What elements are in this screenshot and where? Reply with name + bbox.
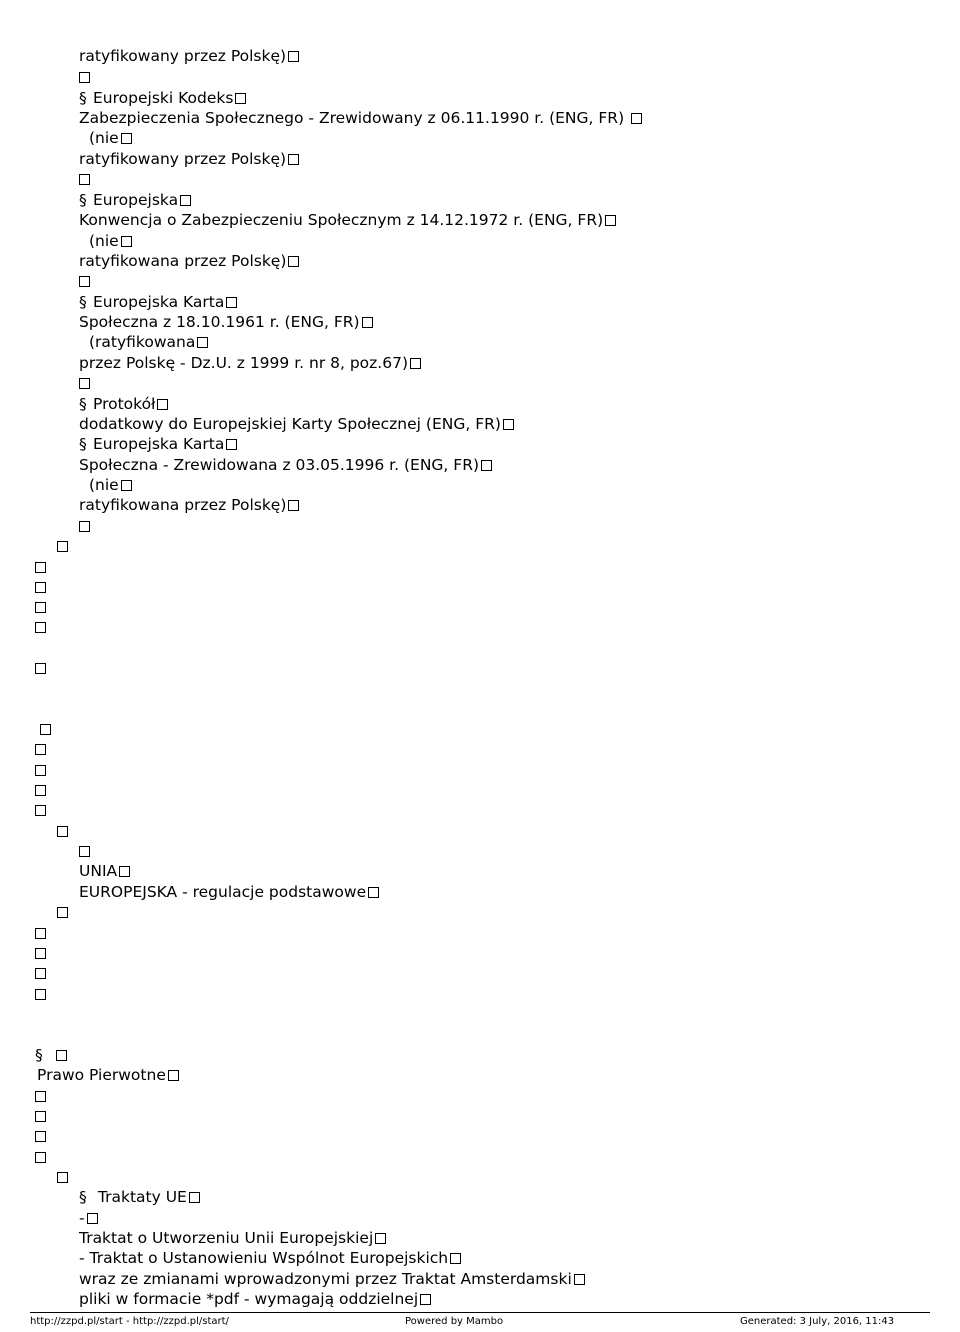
missing-glyph-box-icon <box>288 154 299 165</box>
line-text: Europejski Kodeks <box>93 89 234 107</box>
missing-glyph-box-icon <box>79 378 90 389</box>
line-text: pliki w formacie *pdf - wymagają oddzielnej <box>79 1290 419 1308</box>
text-line <box>35 739 46 760</box>
text-line <box>79 292 237 313</box>
text-line <box>79 495 299 516</box>
missing-glyph-box-icon <box>121 133 132 144</box>
footer-powered: Powered by Mambo <box>405 1316 504 1327</box>
line-text: EUROPEJSKA - regulacje podstawowe <box>79 883 367 901</box>
text-line <box>79 149 299 170</box>
text-line <box>89 332 208 353</box>
text-line <box>79 169 90 190</box>
missing-glyph-box-icon <box>35 765 46 776</box>
line-text: ratyfikowany przez Polskę) <box>79 150 287 168</box>
missing-glyph-box-icon <box>121 480 132 491</box>
missing-glyph-box-icon <box>631 113 642 124</box>
line-text: (nie <box>89 232 119 250</box>
line-text: (nie <box>89 129 119 147</box>
missing-glyph-box-icon <box>35 622 46 633</box>
section-symbol: § <box>79 1188 87 1206</box>
text-line <box>79 1187 200 1208</box>
text-line <box>79 108 642 129</box>
text-line <box>79 841 90 862</box>
text-line <box>79 1289 431 1310</box>
missing-glyph-box-icon <box>35 928 46 939</box>
missing-glyph-box-icon <box>503 419 514 430</box>
text-line <box>35 557 46 578</box>
text-line <box>79 414 514 435</box>
text-line <box>57 1167 68 1188</box>
missing-glyph-box-icon <box>119 866 130 877</box>
text-line <box>35 1147 46 1168</box>
missing-glyph-box-icon <box>375 1233 386 1244</box>
line-text: (nie <box>89 476 119 494</box>
missing-glyph-box-icon <box>420 1294 431 1305</box>
missing-glyph-box-icon <box>574 1274 585 1285</box>
text-line <box>89 475 132 496</box>
text-line <box>35 963 46 984</box>
text-line <box>79 1208 98 1229</box>
missing-glyph-box-icon <box>35 1111 46 1122</box>
text-line <box>79 882 379 903</box>
line-text: Europejska Karta <box>93 435 225 453</box>
line-text: wraz ze zmianami wprowadzonymi przez Traktat Amsterdamski <box>79 1270 572 1288</box>
line-text: Społeczna z 18.10.1961 r. (ENG, FR) <box>79 313 360 331</box>
text-line <box>89 128 132 149</box>
missing-glyph-box-icon <box>288 256 299 267</box>
text-line <box>79 210 616 231</box>
missing-glyph-box-icon <box>197 337 208 348</box>
missing-glyph-box-icon <box>79 72 90 83</box>
missing-glyph-box-icon <box>79 521 90 532</box>
text-line <box>35 984 46 1005</box>
section-symbol: § <box>79 435 87 453</box>
missing-glyph-box-icon <box>226 439 237 450</box>
line-text: - <box>79 1209 85 1227</box>
missing-glyph-box-icon <box>56 1050 67 1061</box>
missing-glyph-box-icon <box>35 1152 46 1163</box>
missing-glyph-box-icon <box>35 1091 46 1102</box>
missing-glyph-box-icon <box>79 174 90 185</box>
section-symbol: § <box>79 395 87 413</box>
missing-glyph-box-icon <box>368 887 379 898</box>
missing-glyph-box-icon <box>35 562 46 573</box>
missing-glyph-box-icon <box>57 907 68 918</box>
line-text: Traktaty UE <box>93 1188 187 1206</box>
missing-glyph-box-icon <box>57 541 68 552</box>
text-line <box>35 780 46 801</box>
text-line <box>79 67 90 88</box>
missing-glyph-box-icon <box>35 582 46 593</box>
text-line <box>35 658 46 679</box>
line-text: Społeczna - Zrewidowana z 03.05.1996 r. (ENG, FR) <box>79 456 480 474</box>
line-text: Europejska <box>93 191 179 209</box>
missing-glyph-box-icon <box>35 663 46 674</box>
line-text: ratyfikowana przez Polskę) <box>79 496 287 514</box>
text-line <box>79 190 191 211</box>
text-line <box>35 1106 46 1127</box>
text-line <box>79 353 421 374</box>
missing-glyph-box-icon <box>288 51 299 62</box>
line-text <box>49 1046 54 1064</box>
line-text: Protokół <box>93 395 156 413</box>
text-line <box>57 821 68 842</box>
text-line <box>79 861 130 882</box>
text-line <box>57 536 68 557</box>
text-line <box>79 394 168 415</box>
text-line <box>35 1086 46 1107</box>
missing-glyph-box-icon <box>57 826 68 837</box>
missing-glyph-box-icon <box>35 602 46 613</box>
line-text: (ratyfikowana <box>89 333 196 351</box>
text-line <box>35 943 46 964</box>
text-line <box>79 516 90 537</box>
missing-glyph-box-icon <box>79 846 90 857</box>
line-text: UNIA <box>79 862 118 880</box>
missing-glyph-box-icon <box>410 358 421 369</box>
line-text: Konwencja o Zabezpieczeniu Społecznym z 14.12.1972 r. (ENG, FR) <box>79 211 604 229</box>
missing-glyph-box-icon <box>87 1213 98 1224</box>
text-line <box>35 923 46 944</box>
missing-glyph-box-icon <box>35 785 46 796</box>
missing-glyph-box-icon <box>35 1131 46 1142</box>
missing-glyph-box-icon <box>235 93 246 104</box>
text-line <box>35 800 46 821</box>
line-text: Europejska Karta <box>93 293 225 311</box>
missing-glyph-box-icon <box>121 236 132 247</box>
footer-generated: Generated: 3 July, 2016, 11:43 <box>740 1316 895 1327</box>
text-line <box>89 231 132 252</box>
line-text: Prawo Pierwotne <box>37 1066 166 1084</box>
missing-glyph-box-icon <box>57 1172 68 1183</box>
text-line <box>57 902 68 923</box>
line-text: dodatkowy do Europejskiej Karty Społecznej (ENG, FR) <box>79 415 501 433</box>
section-symbol: § <box>79 191 87 209</box>
text-line <box>79 251 299 272</box>
text-line <box>79 271 90 292</box>
text-line <box>35 617 46 638</box>
text-line <box>79 373 90 394</box>
text-line <box>79 312 373 333</box>
text-line <box>79 1269 585 1290</box>
line-text: - Traktat o Ustanowieniu Wspólnot Europejskich <box>79 1249 449 1267</box>
text-line <box>35 577 46 598</box>
missing-glyph-box-icon <box>35 968 46 979</box>
text-line <box>35 1045 67 1066</box>
text-line <box>79 1248 461 1269</box>
section-symbol: § <box>79 293 87 311</box>
line-text: ratyfikowana przez Polskę) <box>79 252 287 270</box>
footer-rule <box>30 1312 930 1313</box>
missing-glyph-box-icon <box>79 276 90 287</box>
section-symbol: § <box>35 1046 43 1064</box>
missing-glyph-box-icon <box>450 1253 461 1264</box>
missing-glyph-box-icon <box>35 805 46 816</box>
missing-glyph-box-icon <box>605 215 616 226</box>
text-line <box>79 88 246 109</box>
missing-glyph-box-icon <box>40 724 51 735</box>
text-line <box>35 597 46 618</box>
section-symbol: § <box>79 89 87 107</box>
missing-glyph-box-icon <box>226 297 237 308</box>
missing-glyph-box-icon <box>35 744 46 755</box>
missing-glyph-box-icon <box>288 500 299 511</box>
missing-glyph-box-icon <box>180 195 191 206</box>
text-line <box>35 760 46 781</box>
missing-glyph-box-icon <box>168 1070 179 1081</box>
text-line <box>79 434 237 455</box>
missing-glyph-box-icon <box>362 317 373 328</box>
missing-glyph-box-icon <box>189 1192 200 1203</box>
missing-glyph-box-icon <box>481 460 492 471</box>
line-text: przez Polskę - Dz.U. z 1999 r. nr 8, poz.67) <box>79 354 408 372</box>
text-line <box>40 719 51 740</box>
text-line <box>79 455 492 476</box>
line-text: Traktat o Utworzeniu Unii Europejskiej <box>79 1229 374 1247</box>
missing-glyph-box-icon <box>35 948 46 959</box>
missing-glyph-box-icon <box>35 989 46 1000</box>
text-line <box>35 1126 46 1147</box>
line-text: ratyfikowany przez Polskę) <box>79 47 287 65</box>
line-text: Zabezpieczenia Społecznego - Zrewidowany z 06.11.1990 r. (ENG, FR) <box>79 109 630 127</box>
missing-glyph-box-icon <box>157 399 168 410</box>
footer-url: http://zzpd.pl/start - http://zzpd.pl/start/ <box>30 1316 229 1327</box>
text-line <box>79 46 299 67</box>
text-line <box>79 1228 386 1249</box>
text-line <box>37 1065 179 1086</box>
